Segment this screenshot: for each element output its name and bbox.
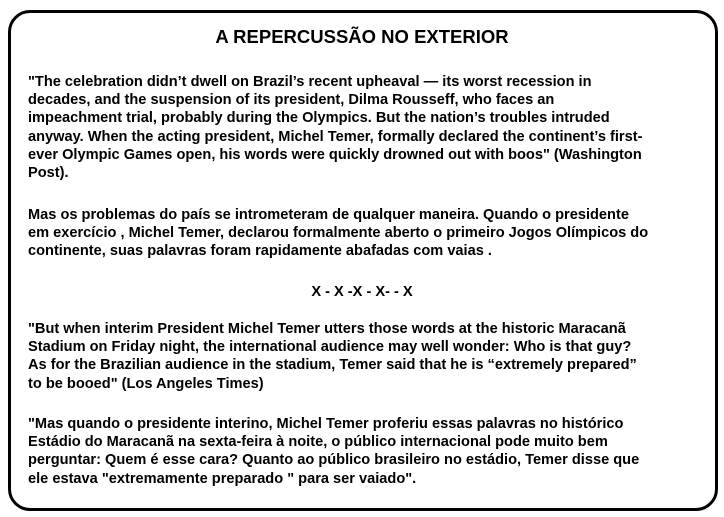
paragraph-line: "But when interim President Michel Temer utters those words at the historic Maracanã [28, 321, 626, 337]
paragraph-line: "Mas quando o presidente interino, Michel Temer proferiu essas palavras no histórico [28, 416, 624, 432]
document-title: A REPERCUSSÃO NO EXTERIOR [215, 26, 509, 47]
paragraph-line: to be booed" (Los Angeles Times) [28, 375, 264, 392]
paragraph-line: "The celebration didn’t dwell on Brazil’s recent upheaval — its worst recession in [28, 74, 592, 90]
paragraph-los-angeles-times-quote [28, 320, 708, 393]
paragraph-line: continente, suas palavras foram rapidamente abafadas com vaias . [28, 243, 492, 260]
paragraph-line: Stadium on Friday night, the international audience may well wonder: Who is that guy? [28, 339, 632, 356]
paragraph-line: Estádio do Maracanã na sexta-feira à noite, o público internacional pode muito bem [28, 434, 608, 451]
paragraph-line: Mas os problemas do país se intrometeram de qualquer maneira. Quando o presidente [28, 207, 629, 223]
paragraph-portuguese-translation-1 [28, 206, 708, 261]
paragraph-line: perguntar: Quem é esse cara? Quanto ao público brasileiro no estádio, Temer disse que [28, 452, 640, 469]
paragraph-line: em exercício , Michel Temer, declarou formalmente aberto o primeiro Jogos Olímpicos do [28, 225, 649, 242]
section-separator: X - X -X - X- - X [311, 284, 413, 300]
paragraph-line: As for the Brazilian audience in the stadium, Temer said that he is “extremely prepared” [28, 357, 637, 374]
paragraph-portuguese-translation-2 [28, 415, 708, 488]
paragraph-line: ele estava "extremamente preparado " para ser vaiado". [28, 470, 417, 487]
paragraph-line: anyway. When the acting president, Michel Temer, formally declared the continent’s first- [28, 128, 643, 145]
paragraph-line: ever Olympic Games open, his words were quickly drowned out with boos" (Washington [28, 146, 642, 163]
paragraph-line: decades, and the suspension of its president, Dilma Rousseff, who faces an [28, 92, 555, 109]
paragraph-line: impeachment trial, probably during the Olympics. But the nation’s troubles intruded [28, 110, 610, 127]
paragraph-washington-post-quote [28, 73, 708, 182]
paragraph-line: Post). [28, 165, 69, 182]
